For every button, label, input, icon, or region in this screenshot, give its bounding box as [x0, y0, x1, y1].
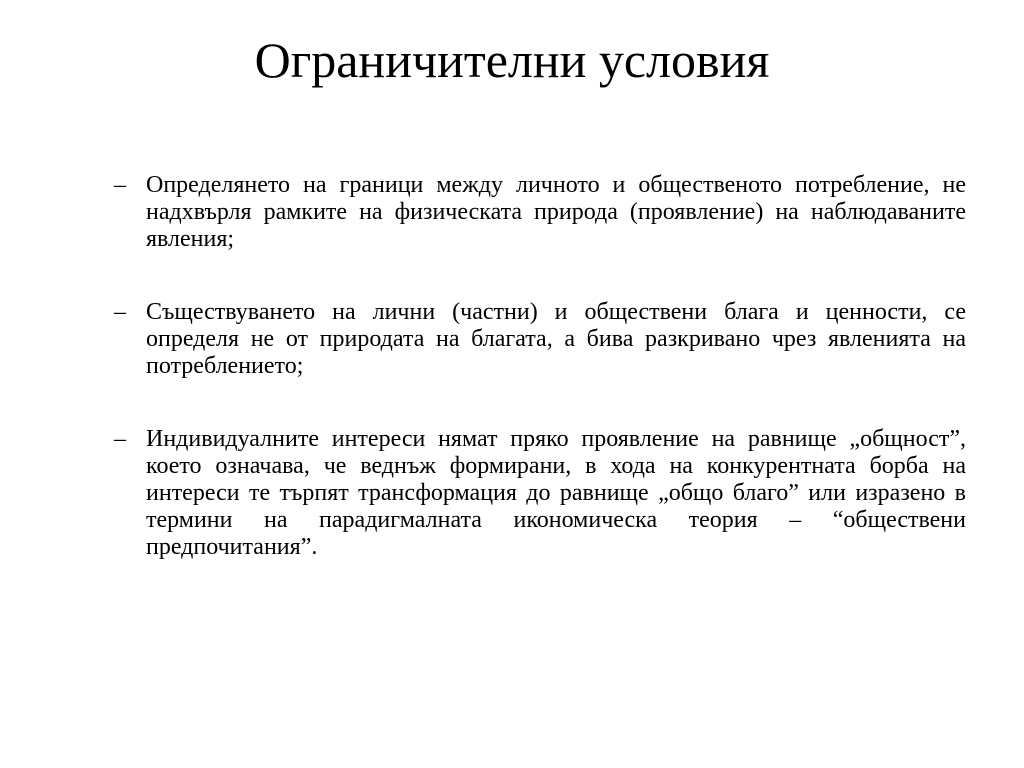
bullet-list	[114, 172, 966, 607]
bullet-text: Съществуването на лични (частни) и обществени блага и ценности, се определя не от природата на благата, а бива разкривано чрез явленията на потреблението;	[146, 299, 966, 379]
bullet-item	[114, 299, 966, 380]
bullet-text: Индивидуалните интереси нямат пряко проявление на равнище „общност”, което означава, че веднъж формирани, в хода на конкурентната борба на интереси те търпят трансформация до равнище „общо благо” или изразено в термини на парадигмалната икономическа теория – “обществени предпочитания”.	[146, 426, 966, 560]
bullet-dash: –	[114, 172, 126, 198]
bullet-dash: –	[114, 299, 126, 325]
slide-title: Ограничителни условия	[254, 32, 770, 88]
bullet-item	[114, 172, 966, 253]
bullet-text: Определянето на граници между личното и общественото потребление, не надхвърля рамките на физическата природа (проявление) на наблюдаваните явления;	[146, 172, 966, 252]
bullet-dash: –	[114, 426, 126, 452]
bullet-item	[114, 426, 966, 561]
